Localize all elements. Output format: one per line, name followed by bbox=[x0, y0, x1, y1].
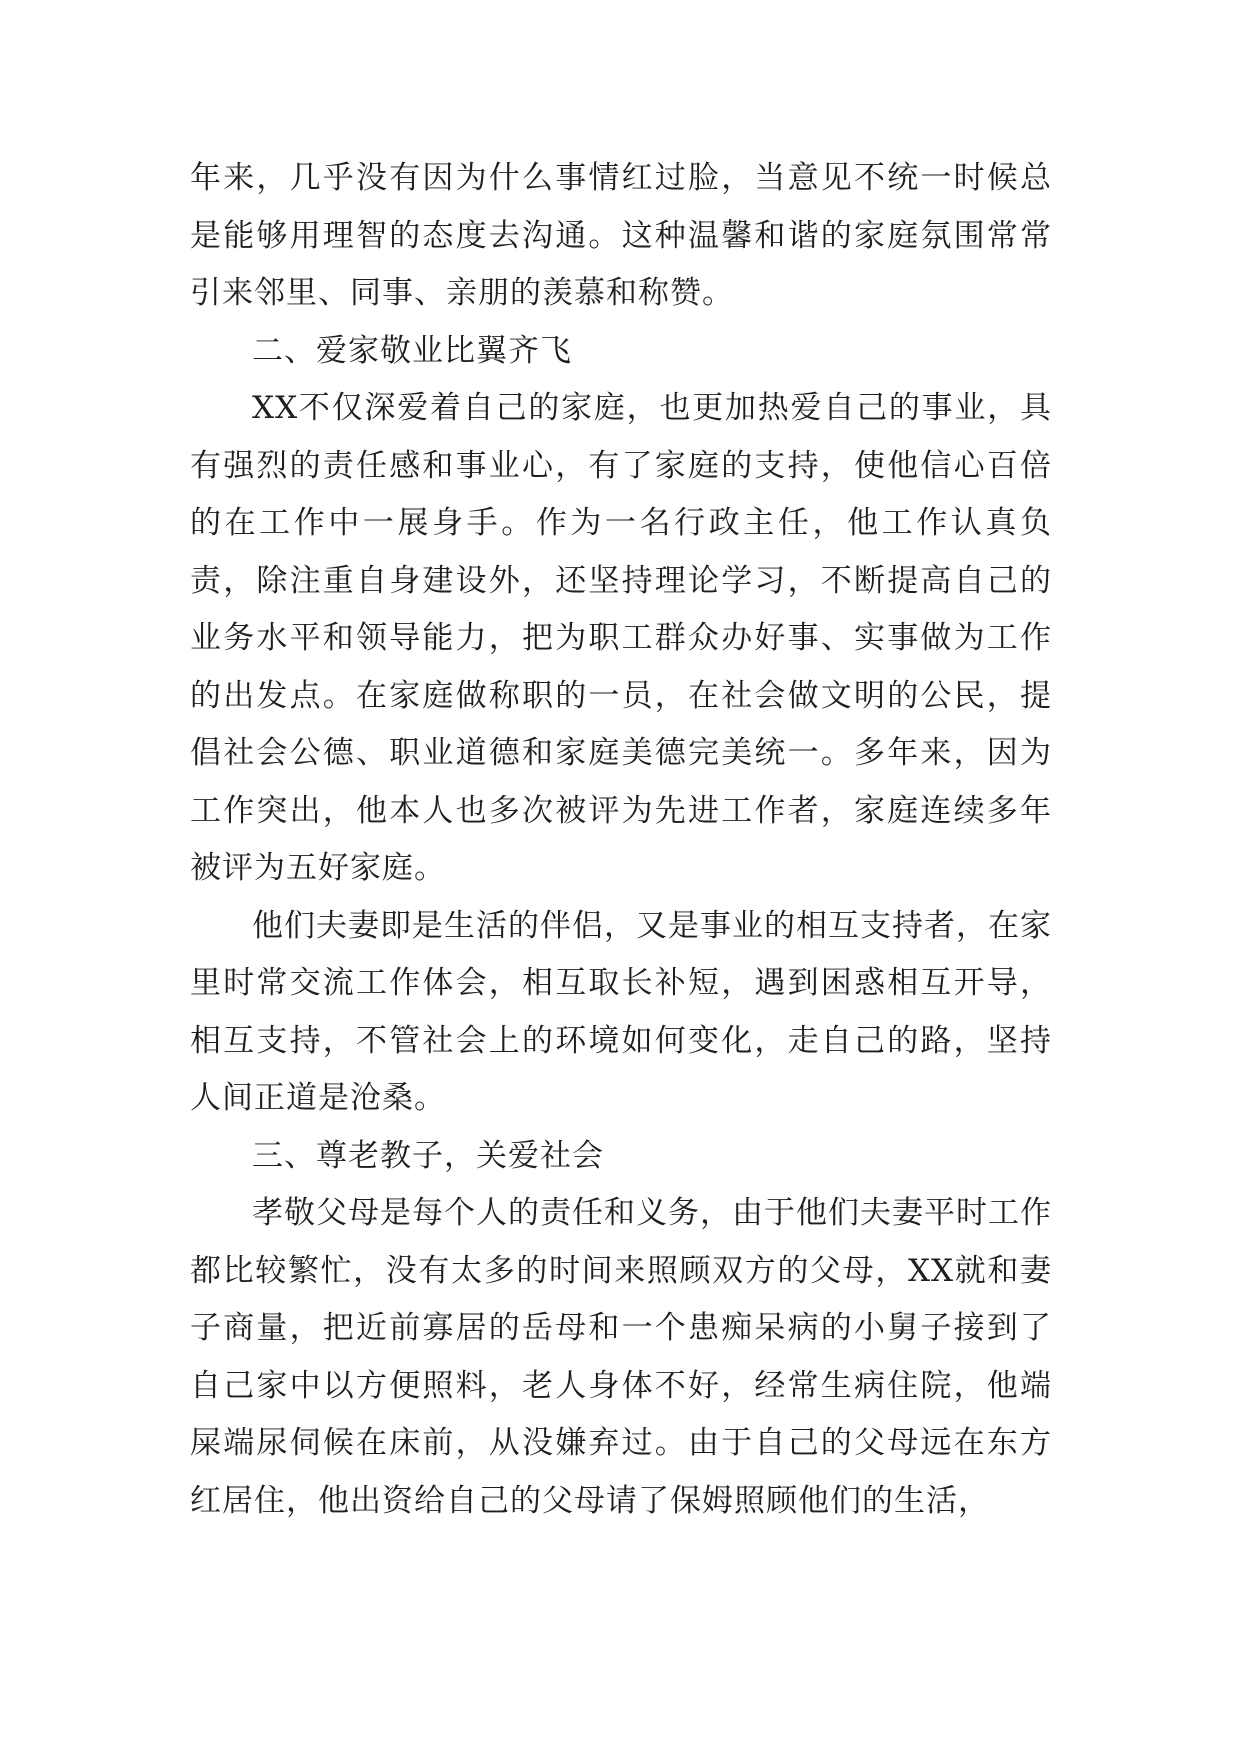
paragraph-career: XX不仅深爱着自己的家庭，也更加热爱自己的事业，具有强烈的责任感和事业心，有了家庭的支持，使他信心百倍的在工作中一展身手。作为一名行政主任，他工作认真负责，除注重自身建设外，还坚持理论学习，不断提高自己的业务水平和领导能力，把为职工群众办好事、实事做为工作的出发点。在家庭做称职的一员，在社会做文明的公民，提倡社会公德、职业道德和家庭美德完美统一。多年来，因为工作突出，他本人也多次被评为先进工作者，家庭连续多年被评为五好家庭。 bbox=[190, 390, 1052, 886]
section-heading-3: 三、尊老教子，关爱社会 bbox=[252, 1137, 604, 1174]
paragraph-partners: 他们夫妻即是生活的伴侣，又是事业的相互支持者，在家里时常交流工作体会，相互取长补短，遇到困惑相互开导，相互支持，不管社会上的环境如何变化，走自己的路，坚持人间正道是沧桑。 bbox=[190, 907, 1052, 1116]
paragraph-filial-piety: 孝敬父母是每个人的责任和义务，由于他们夫妻平时工作都比较繁忙，没有太多的时间来照顾双方的父母，XX就和妻子商量，把近前寡居的岳母和一个患痴呆病的小舅子接到了自己家中以方便照料，老人身体不好，经常生病住院，他端屎端尿伺候在床前，从没嫌弃过。由于自己的父母远在东方红居住，他出资给自己的父母请了保姆照顾他们的生活， bbox=[190, 1195, 1052, 1519]
section-heading-2: 二、爱家敬业比翼齐飞 bbox=[252, 332, 572, 369]
document-page bbox=[190, 150, 1052, 1530]
paragraph-continuation: 年来，几乎没有因为什么事情红过脸，当意见不统一时候总是能够用理智的态度去沟通。这种温馨和谐的家庭氛围常常引来邻里、同事、亲朋的羡慕和称赞。 bbox=[190, 160, 1052, 311]
